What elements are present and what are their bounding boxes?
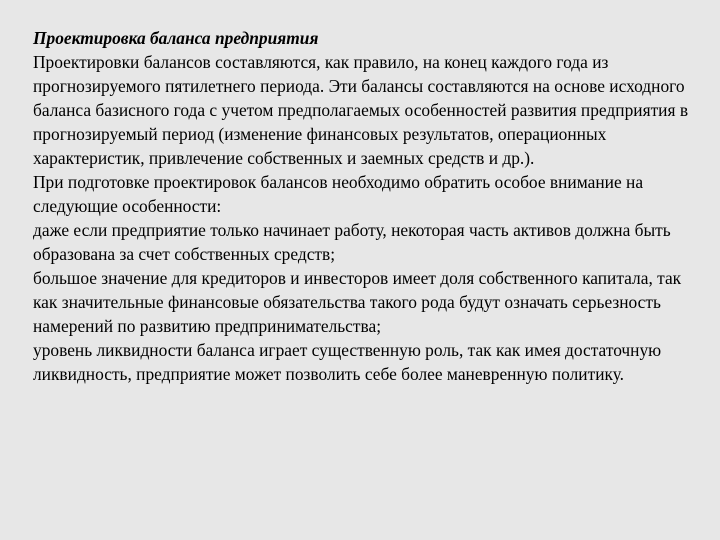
features-lead-paragraph: При подготовке проектировок балансов необходимо обратить особое внимание на следующие особенности: — [33, 172, 644, 216]
intro-paragraph: Проектировки балансов составляются, как правило, на конец каждого года из прогнозируемого пятилетнего периода. Эти балансы составляются на основе исходного баланса базисного года с учетом предполагаемых особенностей развития предприятия в прогнозируемый период (изменение финансовых результатов, операционных характеристик, привлечение собственных и заемных средств и др.). — [33, 52, 689, 168]
feature-item-liquidity: уровень ликвидности баланса играет существенную роль, так как имея достаточную ликвидность, предприятие может позволить себе более маневренную политику. — [33, 340, 662, 384]
feature-item-equity-share: большое значение для кредиторов и инвесторов имеет доля собственного капитала, так как значительные финансовые обязательства такого рода будут означать серьезность намерений по развитию предпринимательства; — [33, 268, 682, 336]
text-body — [33, 26, 693, 386]
slide-title: Проектировка баланса предприятия — [33, 28, 319, 48]
feature-item-own-funds: даже если предприятие только начинает работу, некоторая часть активов должна быть образована за счет собственных средств; — [33, 220, 671, 264]
